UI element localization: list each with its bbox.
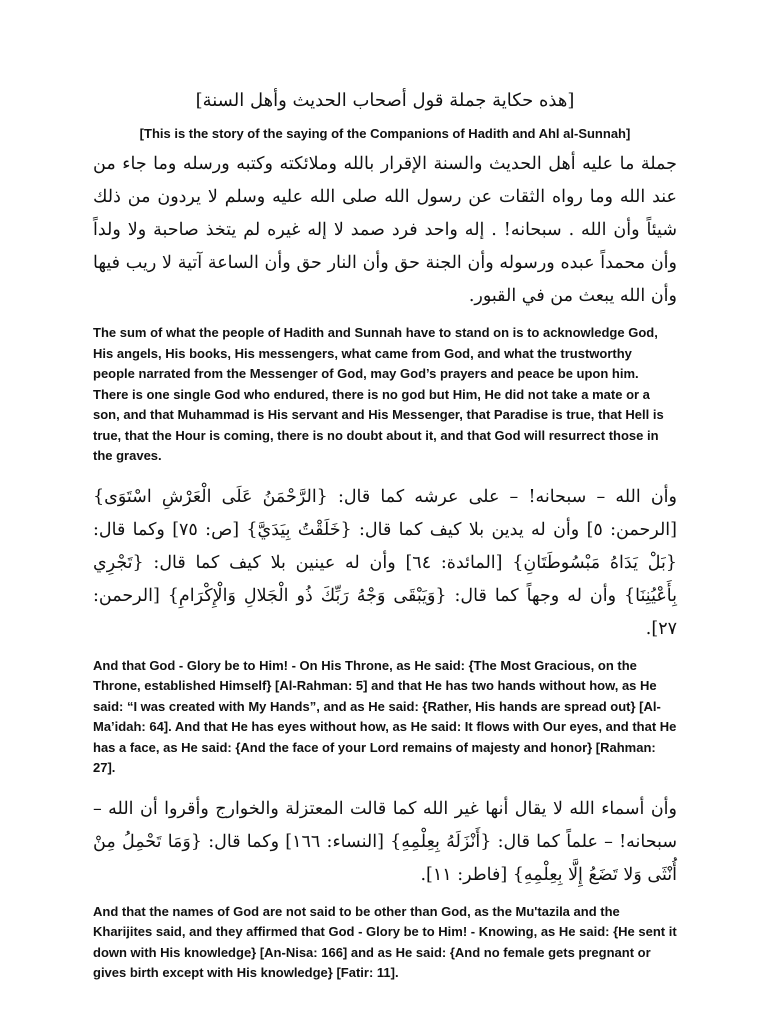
- english-paragraph-3: And that the names of God are not said to be other than God, as the Mu'tazila and the Kharijites said, and they affirmed that God - Glory be to Him! - Knowing, as He said: {He sent it down with His knowledge} [An-Nisa: 166] and as He said: {And no female gets pregnant or gives birth except with His knowledge} [Fatir: 11].: [93, 903, 677, 980]
- english-paragraph-2: And that God - Glory be to Him! - On His Throne, as He said: {The Most Gracious, on the Throne, established Himself} [Al-Rahman: 5] and that He has two hands without how, as He said: “I was created with My Hands”, and as He said: {Rather, His hands are spread out} [Al-Ma’idah: 64]. And that He has eyes without how, as He said: It flows with Our eyes, and that He has a face, as He said: {And the face of your Lord remains of majesty and honor} [Rahman: 27].: [93, 657, 677, 775]
- english-title: [This is the story of the saying of the Companions of Hadith and Ahl al-Sunnah]: [139, 126, 631, 141]
- arabic-title: [هذه حكاية جملة قول أصحاب الحديث وأهل السنة]: [195, 90, 575, 111]
- arabic-paragraph-1: جملة ما عليه أهل الحديث والسنة الإقرار بالله وملائكته وكتبه ورسله وما جاء من عند الله وما رواه الثقات عن رسول الله صلى الله عليه وسلم لا يردون من ذلك شيئاً وأن الله . سبحانه! . إله واحد فرد صمد لا إله غيره لم يتخذ صاحبة ولا ولداً وأن محمداً عبده ورسوله وأن الجنة حق وأن النار حق وأن الساعة آتية لا ريب فيها وأن الله يبعث من في القبور.: [93, 154, 677, 306]
- arabic-paragraph-3: وأن أسماء الله لا يقال أنها غير الله كما قالت المعتزلة والخوارج وأقروا أن الله – سبحانه! – علماً كما قال: {أَنْزَلَهُ بِعِلْمِهِ} [النساء: ١٦٦] وكما قال: {وَمَا تَحْمِلُ مِنْ أُنْثَى وَلا تَضَعُ إِلَّا بِعِلْمِهِ} [فاطر: ١١].: [93, 798, 677, 885]
- arabic-paragraph-2: وأن الله – سبحانه! – على عرشه كما قال: {الرَّحْمَنُ عَلَى الْعَرْشِ اسْتَوَى} [الرحمن: ٥] وأن له يدين بلا كيف كما قال: {خَلَقْتُ بِيَدَيَّ} [ص: ٧٥] وكما قال: {بَلْ يَدَاهُ مَبْسُوطَتَانِ} [المائدة: ٦٤] وأن له عينين بلا كيف كما قال: {تَجْرِي بِأَعْيُنِنَا} وأن له وجهاً كما قال: {وَيَبْقَى وَجْهُ رَبِّكَ ذُو الْجَلالِ وَالْإِكْرَامِ} [الرحمن: ٢٧].: [93, 486, 677, 639]
- document-page: [93, 86, 677, 984]
- english-paragraph-1: The sum of what the people of Hadith and Sunnah have to stand on is to acknowledge God, His angels, His books, His messengers, what came from God, and what the trustworthy people narrated from the Messenger of God, may God’s prayers and peace be upon him. There is one single God who endured, there is no god but Him, He did not take a mate or a son, and that Muhammad is His servant and His Messenger, that Paradise is true, that Hell is true, that the Hour is coming, there is no doubt about it, and that God will resurrect those in the graves.: [93, 325, 664, 463]
